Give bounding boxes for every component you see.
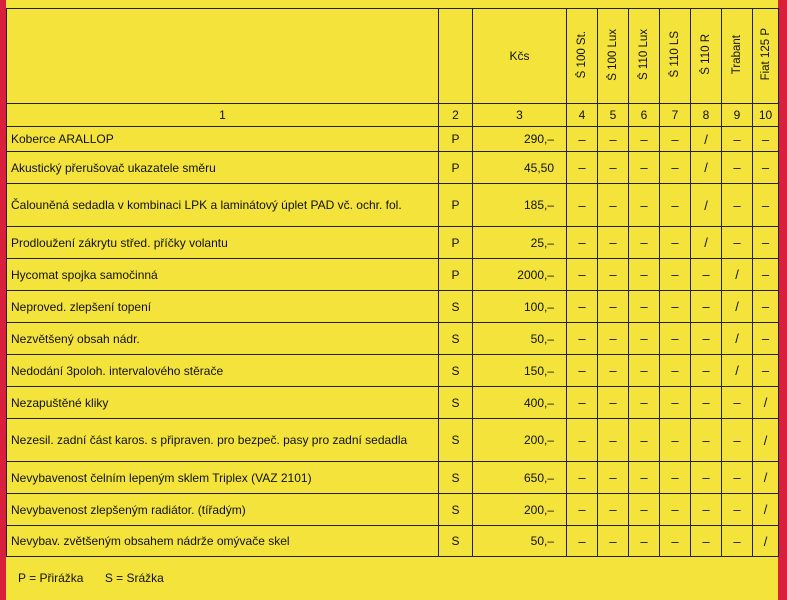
table-row: [7, 227, 779, 259]
availability-mark: /: [691, 152, 722, 184]
availability-mark: –: [598, 291, 629, 323]
table-row: [7, 462, 779, 494]
row-price: 650,–: [473, 462, 567, 494]
availability-mark: –: [722, 494, 753, 526]
availability-mark: –: [629, 526, 660, 557]
car-header-s100lux: Š 100 Lux: [598, 9, 629, 104]
row-type: S: [439, 419, 473, 462]
availability-mark: –: [629, 462, 660, 494]
row-type: S: [439, 387, 473, 419]
availability-mark: –: [660, 127, 691, 152]
availability-mark: –: [567, 387, 598, 419]
header-currency: Kčs: [473, 9, 567, 104]
availability-mark: –: [567, 227, 598, 259]
row-name: Nedodání 3poloh. intervalového stěrače: [7, 355, 439, 387]
availability-mark: –: [722, 419, 753, 462]
car-header-s100st: Š 100 St.: [567, 9, 598, 104]
row-price: 290,–: [473, 127, 567, 152]
header-row: [7, 9, 779, 104]
availability-mark: –: [567, 259, 598, 291]
table-row: [7, 494, 779, 526]
availability-mark: /: [722, 355, 753, 387]
availability-mark: –: [598, 355, 629, 387]
availability-mark: –: [691, 526, 722, 557]
row-type: S: [439, 355, 473, 387]
row-type: P: [439, 227, 473, 259]
col-number: 4: [567, 104, 598, 127]
row-price: 2000,–: [473, 259, 567, 291]
price-table: [6, 8, 779, 557]
row-name: Nevybavenost zlepšeným radiátor. (tířadým): [7, 494, 439, 526]
availability-mark: /: [722, 291, 753, 323]
row-name: Čalouněná sedadla v kombinaci LPK a laminátový úplet PAD vč. ochr. fol.: [7, 184, 439, 227]
availability-mark: –: [598, 494, 629, 526]
availability-mark: –: [629, 291, 660, 323]
availability-mark: –: [660, 355, 691, 387]
table-row: [7, 127, 779, 152]
availability-mark: –: [598, 259, 629, 291]
availability-mark: /: [722, 323, 753, 355]
row-name: Neproved. zlepšení topení: [7, 291, 439, 323]
availability-mark: –: [660, 291, 691, 323]
availability-mark: /: [753, 526, 779, 557]
availability-mark: /: [753, 419, 779, 462]
availability-mark: –: [722, 526, 753, 557]
availability-mark: –: [691, 387, 722, 419]
availability-mark: –: [722, 387, 753, 419]
table-body: [7, 127, 779, 557]
availability-mark: –: [598, 323, 629, 355]
availability-mark: –: [629, 259, 660, 291]
availability-mark: –: [753, 259, 779, 291]
availability-mark: –: [629, 494, 660, 526]
availability-mark: –: [753, 127, 779, 152]
row-type: S: [439, 526, 473, 557]
legend: [18, 571, 182, 585]
row-name: Hycomat spojka samočinná: [7, 259, 439, 291]
row-type: P: [439, 127, 473, 152]
availability-mark: –: [598, 127, 629, 152]
availability-mark: –: [691, 323, 722, 355]
availability-mark: –: [691, 355, 722, 387]
col-number: 6: [629, 104, 660, 127]
availability-mark: –: [691, 419, 722, 462]
availability-mark: –: [691, 494, 722, 526]
availability-mark: –: [567, 355, 598, 387]
availability-mark: –: [567, 494, 598, 526]
availability-mark: –: [567, 291, 598, 323]
availability-mark: –: [598, 227, 629, 259]
availability-mark: –: [629, 227, 660, 259]
availability-mark: /: [753, 387, 779, 419]
row-name: Nezapuštěné kliky: [7, 387, 439, 419]
availability-mark: –: [660, 259, 691, 291]
table-row: [7, 323, 779, 355]
row-name: Nezvětšený obsah nádr.: [7, 323, 439, 355]
price-sheet: [6, 0, 778, 600]
row-price: 100,–: [473, 291, 567, 323]
table-row: [7, 526, 779, 557]
availability-mark: –: [660, 462, 691, 494]
row-price: 200,–: [473, 419, 567, 462]
availability-mark: /: [722, 259, 753, 291]
row-type: P: [439, 259, 473, 291]
availability-mark: –: [753, 184, 779, 227]
availability-mark: –: [567, 462, 598, 494]
col-number: 10: [753, 104, 779, 127]
availability-mark: –: [753, 355, 779, 387]
availability-mark: –: [598, 184, 629, 227]
availability-mark: /: [691, 184, 722, 227]
availability-mark: –: [629, 323, 660, 355]
availability-mark: /: [691, 127, 722, 152]
availability-mark: –: [567, 127, 598, 152]
legend-p: P = Přirážka: [18, 571, 84, 585]
availability-mark: –: [753, 227, 779, 259]
row-name: Nevybavenost čelním lepeným sklem Triplex (VAZ 2101): [7, 462, 439, 494]
row-name: Nezesil. zadní část karos. s připraven. pro bezpeč. pasy pro zadní sedadla: [7, 419, 439, 462]
availability-mark: –: [660, 419, 691, 462]
table-row: [7, 184, 779, 227]
col-number: 1: [7, 104, 439, 127]
availability-mark: /: [691, 227, 722, 259]
availability-mark: /: [753, 462, 779, 494]
availability-mark: –: [567, 419, 598, 462]
car-header-trabant: Trabant: [722, 9, 753, 104]
availability-mark: –: [598, 462, 629, 494]
header-blank-2: [439, 9, 473, 104]
availability-mark: –: [722, 127, 753, 152]
col-number: 7: [660, 104, 691, 127]
availability-mark: –: [629, 127, 660, 152]
table-row: [7, 152, 779, 184]
availability-mark: –: [598, 152, 629, 184]
row-price: 200,–: [473, 494, 567, 526]
row-price: 25,–: [473, 227, 567, 259]
row-price: 50,–: [473, 526, 567, 557]
table-row: [7, 355, 779, 387]
availability-mark: –: [660, 184, 691, 227]
row-price: 400,–: [473, 387, 567, 419]
row-price: 50,–: [473, 323, 567, 355]
row-price: 150,–: [473, 355, 567, 387]
table-row: [7, 259, 779, 291]
col-number: 5: [598, 104, 629, 127]
availability-mark: –: [629, 152, 660, 184]
availability-mark: –: [598, 387, 629, 419]
availability-mark: –: [691, 291, 722, 323]
availability-mark: –: [598, 419, 629, 462]
col-number: 9: [722, 104, 753, 127]
availability-mark: –: [660, 152, 691, 184]
availability-mark: –: [629, 419, 660, 462]
availability-mark: –: [660, 387, 691, 419]
car-header-s110ls: Š 110 LS: [660, 9, 691, 104]
availability-mark: –: [691, 462, 722, 494]
car-header-s110r: Š 110 R: [691, 9, 722, 104]
row-name: Akustický přerušovač ukazatele směru: [7, 152, 439, 184]
row-type: P: [439, 152, 473, 184]
availability-mark: –: [598, 526, 629, 557]
car-header-fiat125p: Fiat 125 P: [753, 9, 779, 104]
availability-mark: –: [722, 184, 753, 227]
availability-mark: –: [567, 184, 598, 227]
availability-mark: –: [660, 526, 691, 557]
row-type: S: [439, 494, 473, 526]
availability-mark: –: [629, 387, 660, 419]
availability-mark: –: [567, 526, 598, 557]
header-blank: [7, 9, 439, 104]
row-price: 185,–: [473, 184, 567, 227]
row-price: 45,50: [473, 152, 567, 184]
availability-mark: –: [722, 462, 753, 494]
availability-mark: –: [722, 227, 753, 259]
table-row: [7, 419, 779, 462]
row-type: S: [439, 323, 473, 355]
availability-mark: –: [660, 494, 691, 526]
row-name: Nevybav. zvětšeným obsahem nádrže omývače skel: [7, 526, 439, 557]
column-number-row: [7, 104, 779, 127]
table-row: [7, 387, 779, 419]
row-type: S: [439, 291, 473, 323]
availability-mark: –: [753, 291, 779, 323]
col-number: 8: [691, 104, 722, 127]
legend-s: S = Srážka: [104, 571, 164, 585]
row-type: S: [439, 462, 473, 494]
availability-mark: –: [753, 323, 779, 355]
col-number: 2: [439, 104, 473, 127]
availability-mark: –: [722, 152, 753, 184]
availability-mark: –: [629, 184, 660, 227]
car-header-s110lux: Š 110 Lux: [629, 9, 660, 104]
availability-mark: –: [753, 152, 779, 184]
availability-mark: –: [629, 355, 660, 387]
availability-mark: –: [691, 259, 722, 291]
row-type: P: [439, 184, 473, 227]
col-number: 3: [473, 104, 567, 127]
availability-mark: –: [567, 152, 598, 184]
availability-mark: –: [567, 323, 598, 355]
row-name: Prodloužení zákrytu střed. příčky volantu: [7, 227, 439, 259]
row-name: Koberce ARALLOP: [7, 127, 439, 152]
table-row: [7, 291, 779, 323]
availability-mark: –: [660, 227, 691, 259]
availability-mark: –: [660, 323, 691, 355]
availability-mark: /: [753, 494, 779, 526]
